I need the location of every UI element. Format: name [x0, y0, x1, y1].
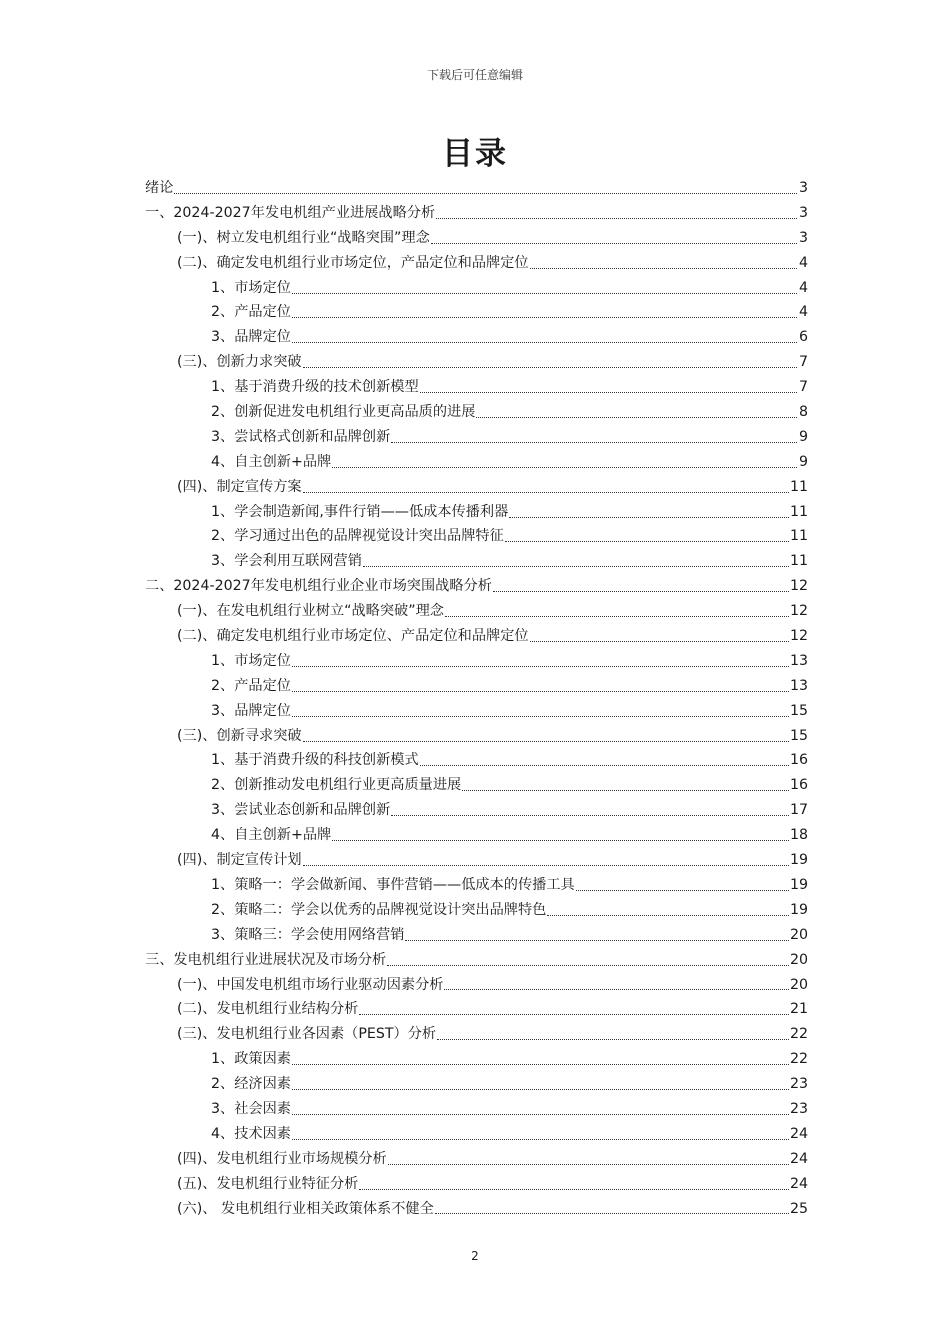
toc-leader-dots: [292, 1089, 789, 1090]
toc-leader-dots: [303, 367, 797, 368]
toc-entry-page: 13: [789, 677, 808, 694]
toc-leader-dots: [387, 965, 789, 966]
toc-leader-dots: [292, 691, 789, 692]
toc-leader-dots: [332, 467, 797, 468]
toc-entry-label: 绪论: [145, 180, 174, 196]
toc-entry-page: 4: [798, 254, 808, 271]
toc-entry-page: 24: [789, 1175, 808, 1192]
toc-leader-dots: [292, 716, 789, 717]
page-header: 下载后可任意编辑: [426, 68, 523, 82]
toc-entry-page: 11: [789, 478, 808, 495]
toc-entry-page: 18: [789, 827, 808, 844]
toc-entry[interactable]: [145, 350, 808, 375]
toc-entry[interactable]: [145, 1047, 808, 1072]
toc-title: 目录: [442, 136, 508, 172]
toc-leader-dots: [530, 641, 789, 642]
toc-leader-dots: [292, 1139, 789, 1140]
toc-entry-label: 1、政策因素: [211, 1051, 291, 1068]
toc-entry-page: 7: [798, 379, 808, 396]
toc-entry-label: 一、2024-2027年发电机组产业进展战略分析: [145, 204, 436, 221]
toc-entry-label: (二)、确定发电机组行业市场定位、产品定位和品牌定位: [177, 628, 529, 645]
toc-entry[interactable]: [145, 699, 808, 724]
toc-leader-dots: [420, 765, 789, 766]
toc-entry[interactable]: [145, 251, 808, 276]
toc-leader-dots: [444, 989, 788, 990]
toc-entry-label: (五)、发电机组行业特征分析: [177, 1175, 359, 1192]
toc-entry-label: (四)、制定宣传计划: [177, 852, 302, 869]
toc-entry-page: 12: [789, 578, 808, 595]
toc-entry[interactable]: [145, 748, 808, 773]
toc-entry-page: 20: [789, 926, 808, 943]
toc-entry-page: 4: [798, 279, 808, 296]
toc-leader-dots: [547, 915, 789, 916]
toc-entry-label: 2、产品定位: [211, 677, 291, 694]
toc-entry-page: 9: [798, 428, 808, 445]
toc-entry-page: 13: [789, 652, 808, 669]
toc-leader-dots: [363, 566, 789, 567]
toc-leader-dots: [530, 268, 797, 269]
toc-entry-page: 21: [789, 1001, 808, 1018]
toc-leader-dots: [391, 815, 789, 816]
toc-leader-dots: [359, 1189, 789, 1190]
toc-entry[interactable]: [145, 1097, 808, 1122]
toc-entry[interactable]: [145, 1122, 808, 1147]
toc-entry[interactable]: [145, 724, 808, 749]
toc-entry[interactable]: [145, 400, 808, 425]
toc-leader-dots: [505, 541, 789, 542]
toc-leader-dots: [303, 741, 789, 742]
toc-entry[interactable]: [145, 325, 808, 350]
toc-entry-page: 3: [798, 229, 808, 246]
toc-leader-dots: [292, 1064, 789, 1065]
toc-entry-page: 12: [789, 628, 808, 645]
toc-entry[interactable]: [145, 500, 808, 525]
toc-entry[interactable]: [145, 898, 808, 923]
toc-entry-label: 4、技术因素: [211, 1125, 291, 1142]
page-number: 2: [471, 1249, 479, 1263]
toc-entry-label: (一)、树立发电机组行业“战略突围”理念: [177, 229, 430, 246]
toc-entry-label: (三)、创新力求突破: [177, 354, 302, 371]
toc-leader-dots: [493, 591, 789, 592]
toc-entry-label: (一)、在发电机组行业树立“战略突破”理念: [177, 603, 444, 620]
toc-entry-label: (六)、 发电机组行业相关政策体系不健全: [177, 1200, 434, 1217]
toc-entry-page: 3: [798, 204, 808, 221]
toc-entry[interactable]: [145, 649, 808, 674]
toc-entry-label: 2、策略二：学会以优秀的品牌视觉设计突出品牌特色: [211, 901, 547, 918]
toc-leader-dots: [431, 243, 797, 244]
toc-leader-dots: [332, 840, 789, 841]
toc-entry[interactable]: [145, 798, 808, 823]
toc-entry-page: 24: [789, 1125, 808, 1142]
toc-entry-page: 19: [789, 852, 808, 869]
toc-entry[interactable]: [145, 823, 808, 848]
toc-leader-dots: [476, 417, 797, 418]
toc-leader-dots: [292, 317, 797, 318]
toc-entry[interactable]: [145, 475, 808, 500]
toc-entry-label: 3、尝试业态创新和品牌创新: [211, 802, 391, 819]
toc-entry[interactable]: [145, 549, 808, 574]
toc-entry-page: 11: [789, 528, 808, 545]
toc-entry-label: 1、市场定位: [211, 279, 291, 296]
toc-entry-page: 16: [789, 752, 808, 769]
toc-entry[interactable]: [145, 201, 808, 226]
toc-entry-page: 7: [798, 354, 808, 371]
toc-entry-page: 12: [789, 603, 808, 620]
toc-entry-label: (四)、制定宣传方案: [177, 478, 302, 495]
toc-leader-dots: [405, 940, 788, 941]
toc-entry-label: 1、学会制造新闻,事件行销——低成本传播利器: [211, 503, 509, 520]
toc-entry-label: 4、自主创新+品牌: [211, 453, 332, 470]
toc-leader-dots: [174, 193, 797, 194]
toc-leader-dots: [292, 293, 797, 294]
toc-leader-dots: [437, 1039, 789, 1040]
toc-entry[interactable]: [145, 1022, 808, 1047]
toc-entry-label: 1、基于消费升级的科技创新模式: [211, 752, 419, 769]
toc-leader-dots: [391, 442, 797, 443]
toc-entry[interactable]: [145, 973, 808, 998]
toc-entry[interactable]: [145, 1172, 808, 1197]
toc-entry-page: 17: [789, 802, 808, 819]
toc-entry-page: 22: [789, 1026, 808, 1043]
toc-entry-page: 19: [789, 876, 808, 893]
toc-entry-label: 3、社会因素: [211, 1100, 291, 1117]
toc-entry[interactable]: [145, 574, 808, 599]
toc-entry-label: 二、2024-2027年发电机组行业企业市场突围战略分析: [145, 578, 492, 595]
toc-entry[interactable]: [145, 1197, 808, 1222]
toc-entry-page: 11: [789, 553, 808, 570]
toc-leader-dots: [462, 790, 789, 791]
toc-entry[interactable]: [145, 923, 808, 948]
toc-entry-label: 4、自主创新+品牌: [211, 827, 332, 844]
toc-leader-dots: [445, 616, 789, 617]
toc-entry[interactable]: [145, 176, 808, 201]
toc-entry-label: 2、产品定位: [211, 304, 291, 321]
toc-entry-label: 三、发电机组行业进展状况及市场分析: [145, 951, 387, 968]
toc-entry-label: 1、基于消费升级的技术创新模型: [211, 379, 419, 396]
toc-entry-label: (二)、确定发电机组行业市场定位，产品定位和品牌定位: [177, 254, 529, 271]
toc-entry[interactable]: [145, 300, 808, 325]
toc-entry[interactable]: [145, 375, 808, 400]
toc-leader-dots: [292, 342, 797, 343]
toc-entry-label: 2、创新推动发电机组行业更高质量进展: [211, 777, 462, 794]
toc-entry[interactable]: [145, 873, 808, 898]
toc-entry-label: (三)、创新寻求突破: [177, 727, 302, 744]
toc-entry-page: 3: [798, 180, 808, 196]
toc-entry[interactable]: [145, 773, 808, 798]
toc-entry[interactable]: [145, 450, 808, 475]
toc-entry[interactable]: [145, 226, 808, 251]
toc-entry[interactable]: [145, 1072, 808, 1097]
toc-entry-label: 2、学习通过出色的品牌视觉设计突出品牌特征: [211, 528, 504, 545]
toc-entry-page: 6: [798, 329, 808, 346]
toc-leader-dots: [435, 1213, 789, 1214]
toc-leader-dots: [303, 492, 789, 493]
toc-entry[interactable]: [145, 524, 808, 549]
toc-entry-page: 20: [789, 951, 808, 968]
toc-entry-label: 2、经济因素: [211, 1076, 291, 1093]
toc-entry[interactable]: [145, 848, 808, 873]
toc-entry-label: 1、市场定位: [211, 652, 291, 669]
toc-entry-page: 15: [789, 702, 808, 719]
toc-leader-dots: [509, 517, 789, 518]
toc-leader-dots: [576, 890, 789, 891]
toc-leader-dots: [388, 1164, 789, 1165]
toc-entry-page: 23: [789, 1076, 808, 1093]
toc-entry-label: 2、创新促进发电机组行业更高品质的进展: [211, 404, 476, 421]
toc-entry[interactable]: [145, 624, 808, 649]
toc-entry-label: 3、策略三：学会使用网络营销: [211, 926, 405, 943]
toc-entry-page: 24: [789, 1150, 808, 1167]
toc-entry-page: 4: [798, 304, 808, 321]
toc-entry-label: 3、品牌定位: [211, 702, 291, 719]
toc-entry[interactable]: [145, 674, 808, 699]
toc-entry-label: (四)、发电机组行业市场规模分析: [177, 1150, 387, 1167]
toc-entry-page: 16: [789, 777, 808, 794]
toc-entry[interactable]: [145, 276, 808, 301]
toc-entry-page: 15: [789, 727, 808, 744]
toc-entry-page: 19: [789, 901, 808, 918]
toc-entry-label: (二)、发电机组行业结构分析: [177, 1001, 359, 1018]
toc-entry[interactable]: [145, 425, 808, 450]
toc-entry-page: 20: [789, 976, 808, 993]
toc-leader-dots: [292, 666, 789, 667]
toc-entry-label: (一)、中国发电机组市场行业驱动因素分析: [177, 976, 444, 993]
toc-leader-dots: [420, 392, 797, 393]
toc-entry-label: 3、尝试格式创新和品牌创新: [211, 428, 391, 445]
toc-entry-label: 1、策略一：学会做新闻、事件营销——低成本的传播工具: [211, 876, 575, 893]
toc-entry[interactable]: [145, 948, 808, 973]
toc-entry-label: 3、品牌定位: [211, 329, 291, 346]
toc-entry-page: 9: [798, 453, 808, 470]
toc-entry[interactable]: [145, 997, 808, 1022]
toc-entry[interactable]: [145, 599, 808, 624]
toc-leader-dots: [292, 1114, 789, 1115]
toc-entry-page: 23: [789, 1100, 808, 1117]
toc-leader-dots: [359, 1014, 789, 1015]
toc-entry-label: (三)、发电机组行业各因素（PEST）分析: [177, 1026, 437, 1043]
toc-leader-dots: [436, 218, 797, 219]
table-of-contents: [145, 176, 808, 1221]
toc-entry-page: 8: [798, 404, 808, 421]
toc-entry-page: 25: [789, 1200, 808, 1217]
toc-entry-page: 11: [789, 503, 808, 520]
toc-entry[interactable]: [145, 1147, 808, 1172]
toc-entry-label: 3、学会利用互联网营销: [211, 553, 362, 570]
toc-entry-page: 22: [789, 1051, 808, 1068]
toc-leader-dots: [303, 865, 789, 866]
